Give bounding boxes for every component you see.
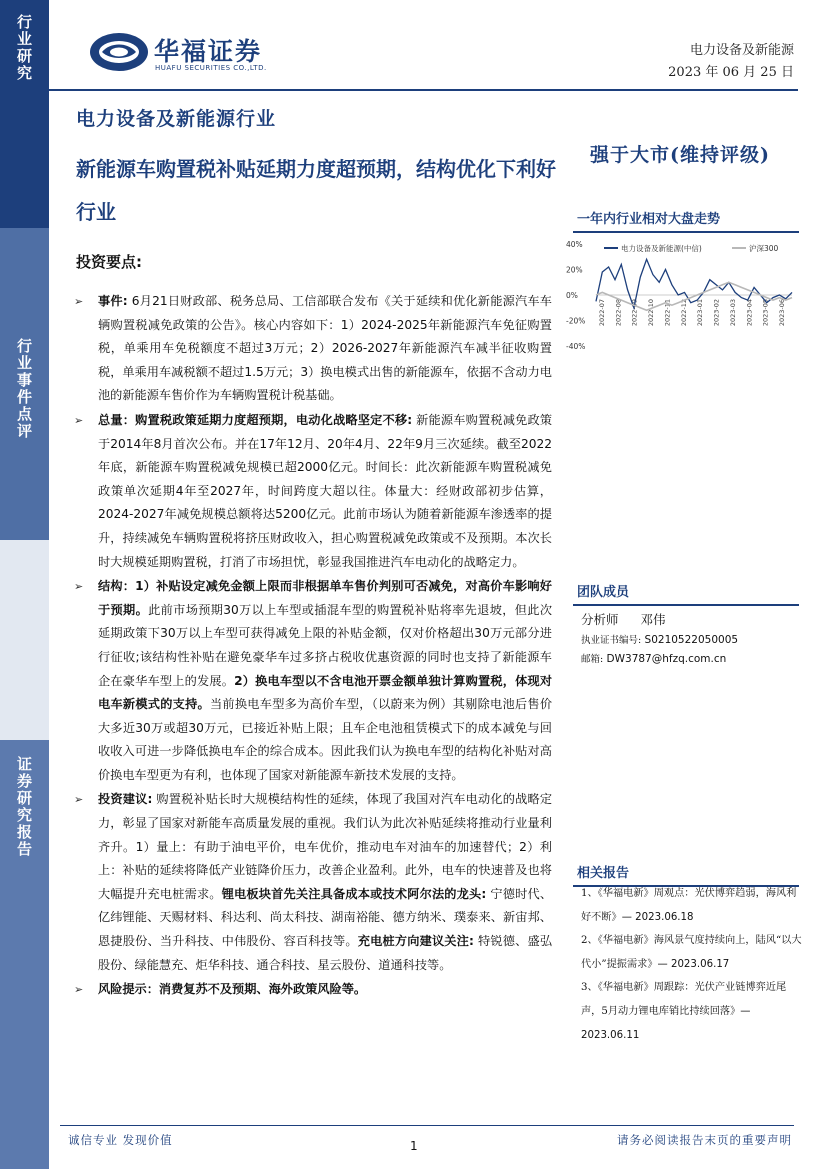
legend-label: 电力设备及新能源(中信) (621, 244, 702, 253)
footer-slogan: 诚信专业 发现价值 (68, 1133, 173, 1147)
company-logo (88, 30, 298, 80)
paragraph-text: 新能源车购置税减免政策于2014年8月首次公布。并在17年12月、20年4月、22年9月三次延续。截至2022年底，新能源车购置税减免规模已超2000亿元。时间长：此次新能源车购置税减免政策单次延期4年至2027年，时间跨度大超以往。体量大：经财政部初步估算，2024-2027年减免规模总额将达5200亿元。此前市场认为随着新能源车渗透率的提升，持续减免车辆购置税将挤压财政收入，担心购置税减免政策或不及预期。本次长时大规模延期购置税，打消了市场担忧，彰显我国推进汽车电动化的战略定力。 (98, 412, 553, 569)
x-tick-label: 2023-01 (696, 299, 705, 327)
paragraph-lead-2: 锂电板块首先关注具备成本或技术阿尔法的龙头: (221, 886, 487, 901)
sidebar-category-industry-research (0, 0, 49, 228)
paragraph-lead: 投资建议: (98, 792, 153, 807)
logo-chinese-name: 华福证券 (154, 37, 263, 66)
y-tick-label: -20% (566, 316, 586, 326)
report-body (76, 290, 552, 1003)
y-tick-label: 40% (566, 240, 583, 249)
team-rule (573, 604, 799, 606)
x-tick-label: 2023-05 (761, 299, 770, 327)
sidebar-category-securities-report (0, 740, 49, 1169)
analyst-email (581, 651, 726, 665)
y-tick-label: 20% (566, 265, 583, 275)
related-report-date: — 2023.06.11 (581, 1005, 751, 1041)
section-title: 投资要点: (76, 253, 142, 271)
paragraph-lead: 风险提示：消费复苏不及预期、海外政策风险等。 (98, 982, 367, 997)
x-tick-label: 2022-12 (679, 299, 688, 327)
industry-title: 电力设备及新能源行业 (76, 108, 277, 130)
paragraph-lead: 事件: (98, 294, 128, 308)
x-tick-label: 2023-03 (728, 299, 737, 327)
y-tick-label: 0% (566, 291, 578, 300)
paragraph-lead: 结构：1）补贴设定减免金额上限而非根据单车售价判别可否减免，对高价车影响好于预期。 (98, 579, 552, 617)
sidebar-label-2: 行业事件点评 (15, 338, 33, 440)
related-report-item[interactable] (581, 882, 803, 929)
team-section-header (573, 581, 799, 606)
x-tick-label: 2022-09 (630, 299, 639, 327)
paragraph-risk (76, 978, 552, 1002)
related-report-item[interactable] (581, 976, 803, 1047)
y-tick-label: -40% (566, 342, 586, 351)
paragraph-text: 此前市场预期30万以上车型或插混车型的购置税补贴将率先退坡，但此次延期政策下30万以上车型可获得减免上限的补贴金额，仅对价格超出30万元部分进行征收;该结构性补贴在避免豪华车过多挤占税收优惠资源的同时也支持了新能源车企在豪华车型上的发展。 (98, 602, 553, 688)
x-tick-label: 2023-04 (745, 299, 754, 327)
header-date: 2023 年 06 月 25 日 (668, 65, 794, 80)
related-report-item[interactable] (581, 929, 803, 976)
page-number: 1 (410, 1139, 418, 1153)
sidebar-label-1: 行业研究 (15, 14, 33, 82)
logo-english-name: HUAFU SECURITIES CO.,LTD. (155, 64, 267, 72)
sidebar-category-event-review (0, 228, 49, 540)
paragraph-text-2: 宁德时代、亿纬锂能、天赐材料、科达利、尚太科技、湖南裕能、德方纳米、璞泰来、新宙邦、恩捷股份、当升科技、中伟股份、容百科技等。 (98, 886, 553, 949)
cert-number: S0210522050005 (644, 634, 739, 646)
x-tick-label: 2023-06 (778, 299, 786, 327)
analyst-cert (581, 632, 738, 646)
related-report-title: 3、《华福电新》周跟踪：光伏产业链博弈近尾声，5月动力锂电库销比持续回落》 (581, 982, 787, 1017)
chart-svg (564, 234, 800, 366)
paragraph-text: 6月21日财政部、税务总局、工信部联合发布《关于延续和优化新能源汽车车辆购置税减免政策的公告》。核心内容如下：1）2024-2025年新能源汽车免征购置税，单乘用车免税额度不超过3万元；2）2026-2027年新能源汽车减半征收购置税，单乘用车减税额不超过1.5万元；3）换电模式出售的新能源车，依据不含动力电池的新能源车售价作为车辆购置税计税基础。 (98, 294, 552, 403)
x-tick-label: 2022-11 (663, 299, 672, 327)
left-sidebar (0, 0, 49, 1169)
paragraph-text-3: 特锐德、盛弘股份、绿能慧充、炬华科技、通合科技、星云股份、道通科技等。 (98, 934, 553, 972)
paragraph-lead-2: 2）换电车型以不含电池开票金额单独计算购置税，体现对电车新模式的支持。 (98, 673, 553, 712)
relative-performance-chart (564, 234, 800, 366)
chart-section-rule (573, 231, 799, 233)
related-report-date: — 2023.06.17 (657, 958, 730, 970)
x-tick-label: 2022-08 (614, 299, 623, 327)
header-divider (49, 89, 798, 91)
paragraph-lead: 总量：购置税政策延期力度超预期，电动化战略坚定不移: (98, 412, 413, 427)
email-label: 邮箱: (581, 654, 604, 665)
related-title: 相关报告 (577, 866, 630, 881)
logo-mark-icon (88, 30, 150, 74)
footer-divider (60, 1125, 794, 1126)
analyst-line (581, 610, 666, 628)
header-meta (668, 40, 794, 84)
chart-section-header (573, 208, 799, 233)
related-report-list (581, 882, 803, 1047)
footer-disclaimer: 请务必阅读报告末页的重要声明 (617, 1133, 792, 1147)
paragraph-lead-3: 充电桩方向建议关注: (357, 934, 474, 949)
x-tick-label: 2023-02 (712, 299, 721, 327)
paragraph-total (76, 409, 552, 574)
sidebar-spacer (0, 540, 49, 740)
rating-label: 强于大市(维持评级) (590, 144, 770, 166)
legend-label: 沪深300 (749, 244, 779, 253)
related-report-date: — 2023.06.18 (621, 911, 694, 923)
paragraph-text: 购置税补贴长时大规模结构性的延续，体现了我国对汽车电动化的战略定力，彰显了国家对新能车高质量发展的重视。我们认为此次补贴延续将推动行业量利齐升。1）量上：有助于油电平价，电车优价，推动电车对油车的加速替代；2）利上：补贴的延续将降低产业链降价压力，改善企业盈利。此外，电车的快速普及也将大幅提升充电桩需求。 (98, 792, 553, 901)
report-headline: 新能源车购置税补贴延期力度超预期，结构优化下利好行业 (76, 157, 556, 224)
related-report-title: 1、《华福电新》周观点：光伏博弈趋弱，海风利好不断》 (581, 888, 797, 923)
team-title: 团队成员 (577, 585, 630, 600)
paragraph-investment-advice (76, 788, 552, 977)
header-industry-tag: 电力设备及新能源 (689, 43, 794, 58)
paragraph-structure (76, 575, 552, 787)
analyst-role: 分析师 (581, 612, 619, 627)
paragraph-event (76, 290, 552, 408)
x-tick-label: 2022-10 (647, 299, 656, 327)
paragraph-text-2: 当前换电车型多为高价车型，（以蔚来为例）其剔除电池后售价大多近30万或超30万元，已接近补贴上限；且车企电池租赁模式下的成本减免与回收收入可进一步降低换电车企的综合成本。因此我们认为换电车型的结构化补贴对高价换电车型更为有利，也体现了国家对新能源车新技术发展的支持。 (98, 697, 553, 782)
chart-section-title: 一年内行业相对大盘走势 (577, 212, 721, 227)
sidebar-label-4: 证券研究报告 (15, 756, 33, 858)
email-address[interactable]: DW3787@hfzq.com.cn (606, 653, 727, 665)
x-tick-label: 2022-07 (598, 299, 606, 327)
related-report-title: 2、《华福电新》海风景气度持续向上，陆风“以大代小”提振需求》 (581, 935, 802, 970)
analyst-name: 邓伟 (640, 612, 666, 627)
cert-label: 执业证书编号: (581, 635, 642, 646)
